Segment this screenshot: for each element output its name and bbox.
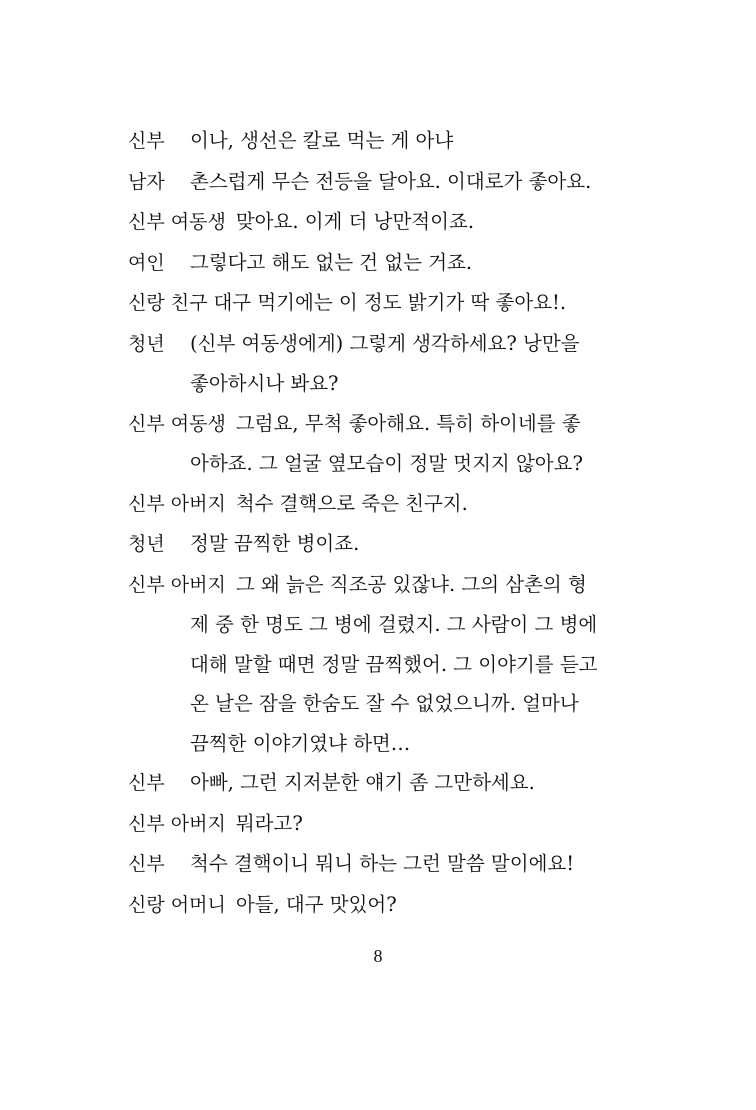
dialogue-continuation: 좋아하시나 봐요? xyxy=(190,372,339,395)
dialogue-text: 아들, 대구 맛있어? xyxy=(235,892,397,916)
dialogue-text: 맞아요. 이게 더 낭만적이죠. xyxy=(235,210,475,233)
page-number: 8 xyxy=(373,946,383,966)
speaker-name: 신부 여동생 xyxy=(128,412,226,435)
dialogue-line xyxy=(128,324,598,365)
dialogue-continuation: 아하죠. 그 얼굴 옆모습이 정말 멋지지 않아요? xyxy=(190,452,583,475)
dialogue-line xyxy=(128,565,598,606)
speaker-name: 신랑 어머니 xyxy=(128,893,226,916)
speaker-name: 신부 xyxy=(128,130,165,152)
speaker-name: 신랑 친구 xyxy=(128,292,208,314)
dialogue-text: 대구 먹기에는 이 정도 밝기가 딱 좋아요!. xyxy=(213,291,567,314)
speaker-name: 신부 아버지 xyxy=(128,573,226,596)
speaker-name: 신부 아버지 xyxy=(128,812,226,835)
dialogue-line xyxy=(128,121,598,162)
dialogue-text: 이나, 생선은 칼로 먹는 게 아냐 xyxy=(190,129,454,152)
dialogue-line xyxy=(128,885,598,926)
script-body xyxy=(128,121,598,925)
dialogue-text: 촌스럽게 무슨 전등을 달아요. 이대로가 좋아요. xyxy=(190,169,592,193)
speaker-name: 청년 xyxy=(128,533,165,555)
dialogue-line xyxy=(128,404,598,445)
dialogue-line xyxy=(128,804,598,845)
dialogue-text: 그렇다고 해도 없는 건 없는 거죠. xyxy=(190,250,473,274)
speaker-name: 신부 아버지 xyxy=(128,492,226,515)
speaker-name: 신부 xyxy=(128,853,165,875)
dialogue-text: (신부 여동생에게) 그렇게 생각하세요? 낭만을 xyxy=(190,331,580,355)
dialogue-continuation: 제 중 한 명도 그 병에 걸렸지. 그 사람이 그 병에 xyxy=(190,613,598,636)
dialogue-continuation: 대해 말할 때면 정말 끔찍했어. 그 이야기를 듣고 xyxy=(190,652,598,676)
dialogue-text: 그 왜 늙은 직조공 있잖냐. 그의 삼촌의 형 xyxy=(235,572,587,596)
dialogue-text: 뭐라고? xyxy=(235,811,303,835)
dialogue-text: 척수 결핵으로 죽은 친구지. xyxy=(235,491,468,515)
dialogue-text: 아빠, 그런 지저분한 얘기 좀 그만하세요. xyxy=(190,771,535,794)
dialogue-line xyxy=(128,524,598,565)
dialogue-line xyxy=(128,243,598,284)
dialogue-continuation: 온 날은 잠을 한숨도 잘 수 없었으니까. 얼마나 xyxy=(190,692,579,715)
dialogue-line xyxy=(128,162,598,203)
dialogue-text: 척수 결핵이니 뭐니 하는 그런 말씀 말이에요! xyxy=(190,852,575,875)
dialogue-line xyxy=(128,283,598,324)
dialogue-line xyxy=(128,844,598,885)
speaker-name: 여인 xyxy=(128,251,165,274)
speaker-name: 남자 xyxy=(128,170,165,193)
dialogue-line xyxy=(128,484,598,525)
speaker-name: 신부 xyxy=(128,772,165,794)
dialogue-text: 정말 끔찍한 병이죠. xyxy=(190,532,360,555)
dialogue-text: 그럼요, 무척 좋아해요. 특히 하이네를 좋 xyxy=(235,411,581,435)
dialogue-line xyxy=(128,202,598,243)
speaker-name: 신부 여동생 xyxy=(128,211,226,233)
speaker-name: 청년 xyxy=(128,332,165,355)
dialogue-line xyxy=(128,763,598,804)
dialogue-continuation: 끔찍한 이야기였냐 하면… xyxy=(190,731,411,755)
